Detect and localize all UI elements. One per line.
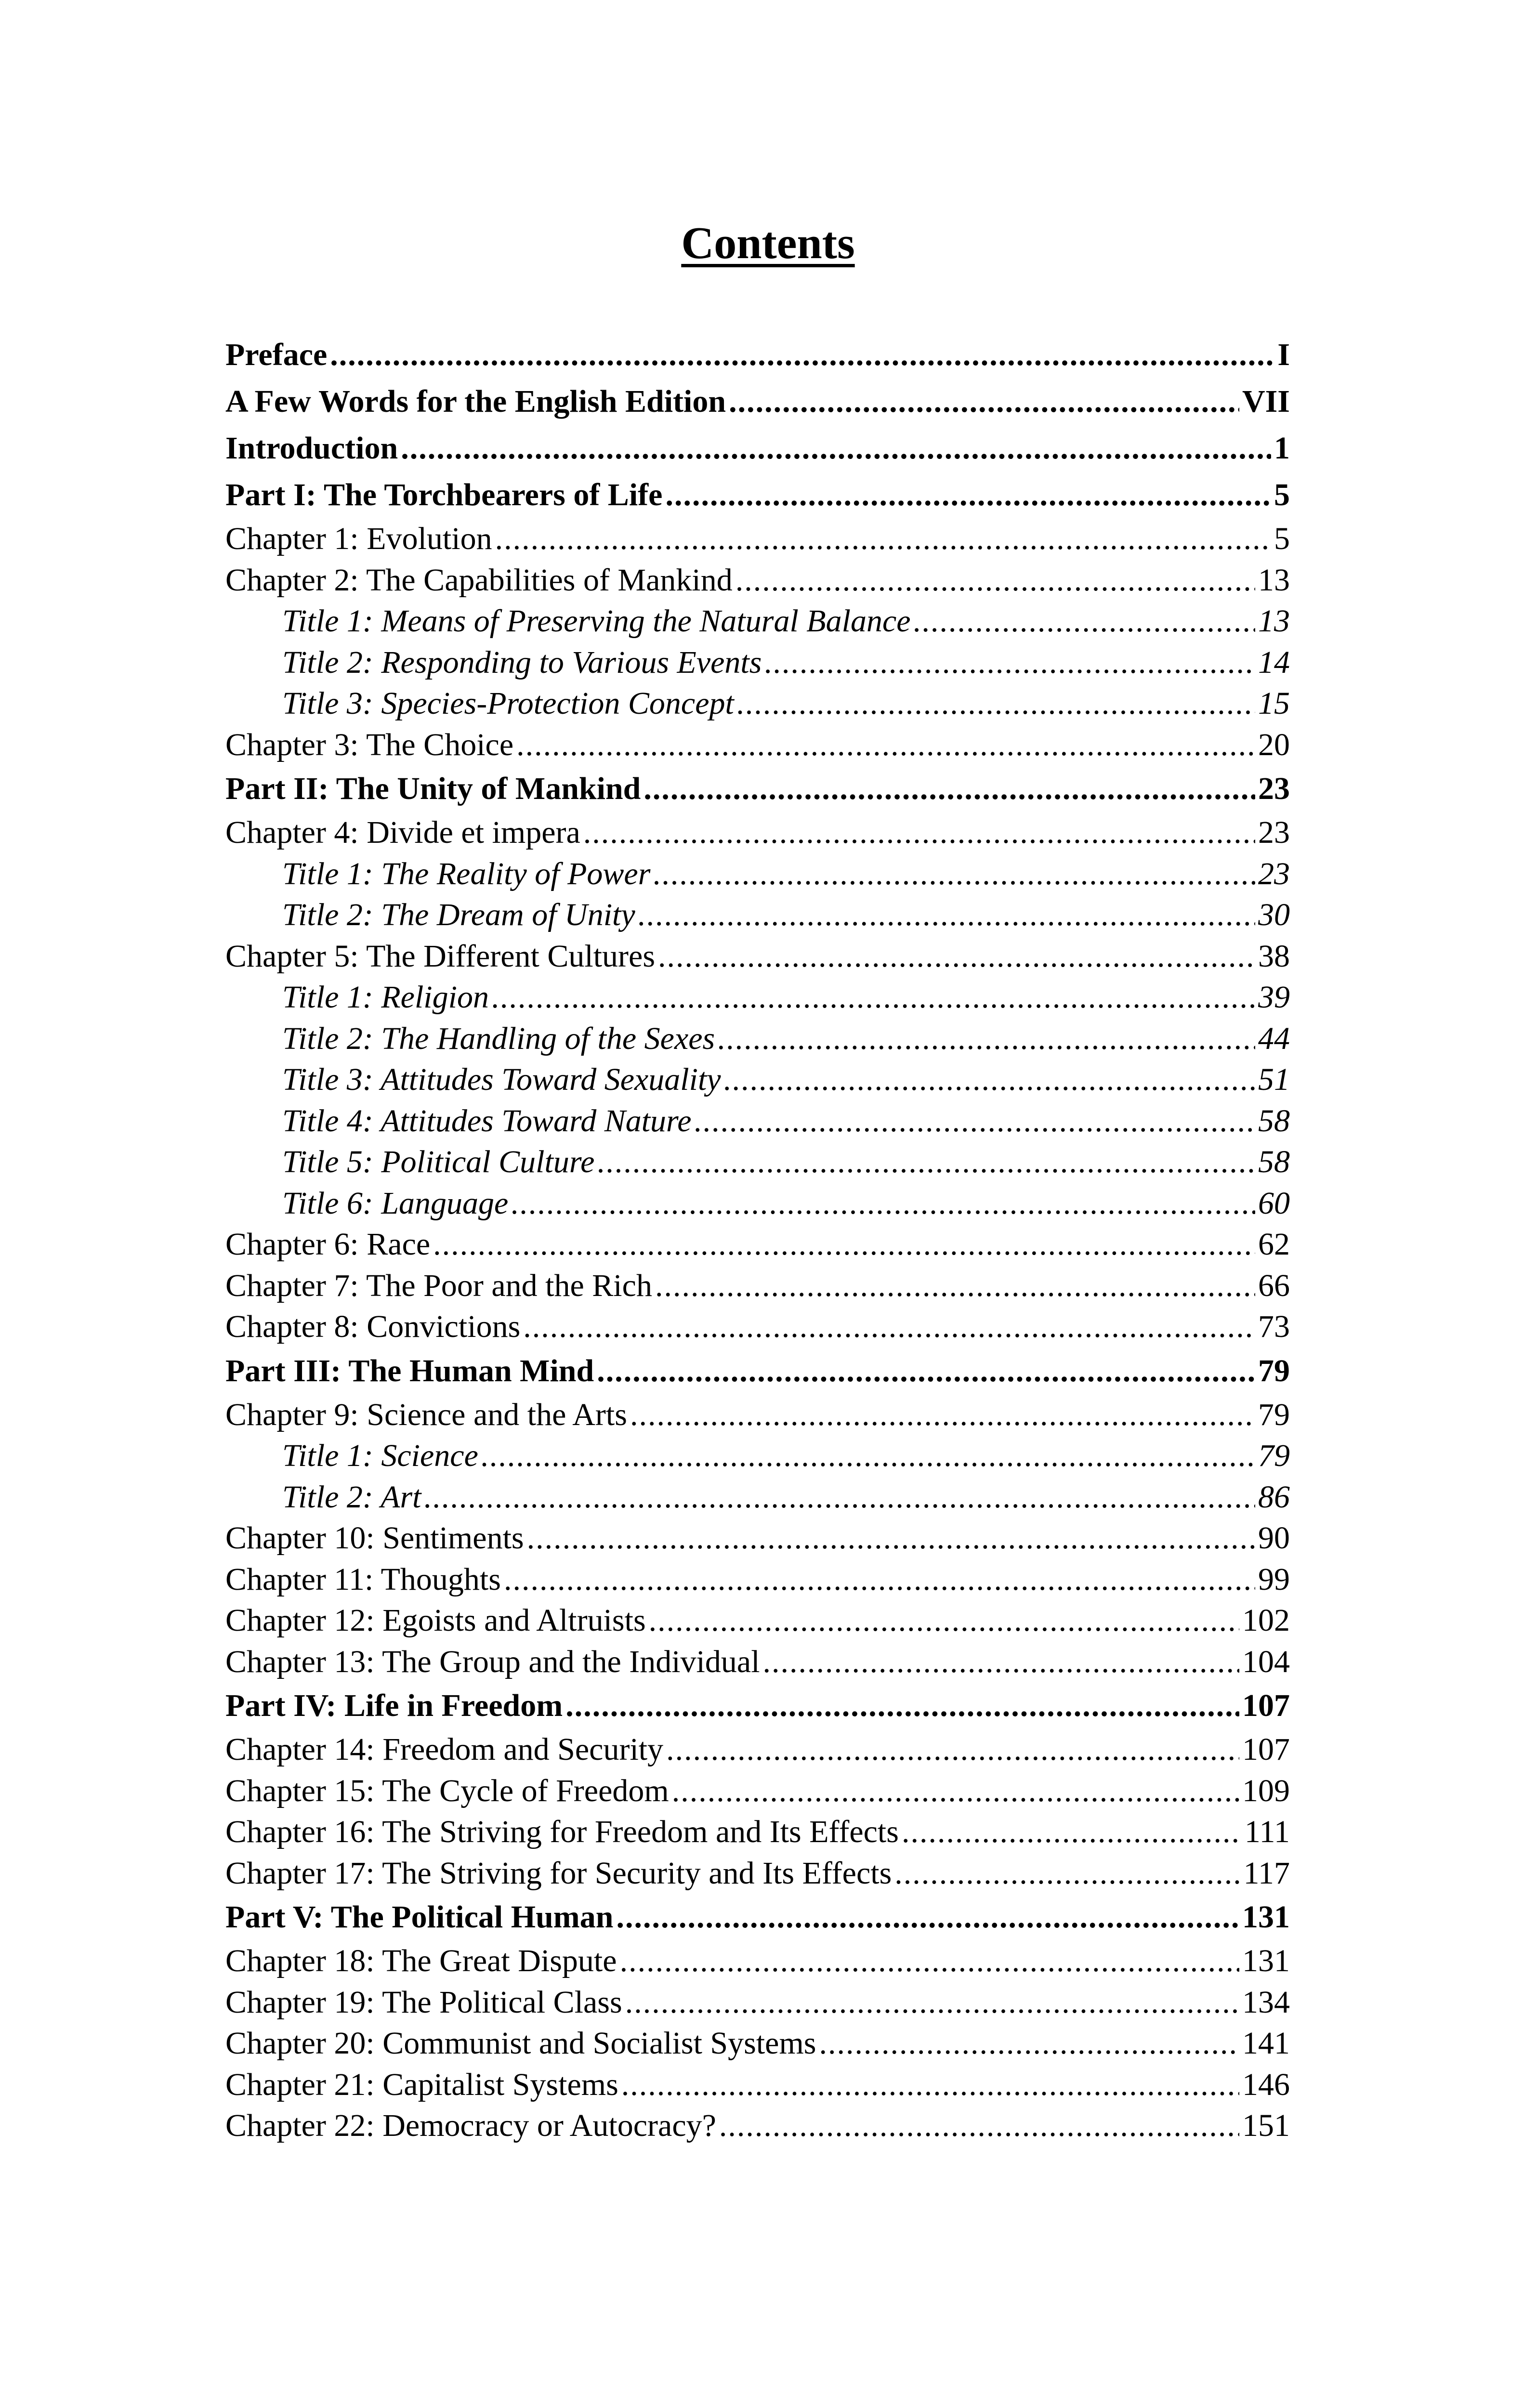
dot-leader xyxy=(630,1394,1255,1436)
toc-entry-label: Title 1: Science xyxy=(282,1438,478,1473)
toc-entry-page-number: 39 xyxy=(1258,980,1290,1015)
toc-entry-label: Title 2: The Handling of the Sexes xyxy=(282,1021,715,1056)
toc-entry[interactable] xyxy=(225,425,1290,471)
toc-entry[interactable] xyxy=(225,1940,1290,1982)
toc-entry[interactable] xyxy=(225,1811,1290,1853)
toc-entry[interactable] xyxy=(225,1141,1290,1183)
toc-entry-page-number: 131 xyxy=(1242,1899,1290,1935)
toc-entry-label: Title 5: Political Culture xyxy=(282,1144,595,1179)
dot-leader xyxy=(672,1770,1239,1812)
toc-entry-page-number: 107 xyxy=(1242,1688,1290,1723)
toc-entry[interactable] xyxy=(225,560,1290,601)
toc-entry[interactable] xyxy=(225,331,1290,378)
dot-leader xyxy=(424,1477,1256,1518)
toc-entry-page-number: 58 xyxy=(1258,1144,1290,1179)
toc-entry[interactable] xyxy=(225,2064,1290,2106)
dot-leader xyxy=(724,1059,1255,1100)
toc-entry-label: Chapter 16: The Striving for Freedom and Its Effects xyxy=(225,1814,899,1849)
toc-entry[interactable] xyxy=(225,977,1290,1018)
dot-leader xyxy=(737,683,1255,724)
dot-leader xyxy=(616,1894,1239,1940)
dot-leader xyxy=(523,1306,1255,1348)
dot-leader xyxy=(764,642,1255,683)
toc-entry[interactable] xyxy=(225,1518,1290,1559)
dot-leader xyxy=(655,1265,1255,1307)
toc-entry-page-number: 58 xyxy=(1258,1103,1290,1139)
toc-entry-label: Chapter 6: Race xyxy=(225,1227,431,1262)
toc-entry-label: Introduction xyxy=(225,431,398,466)
toc-entry-label: Part V: The Political Human xyxy=(225,1899,614,1935)
dot-leader xyxy=(597,1141,1255,1183)
toc-entry[interactable] xyxy=(225,1600,1290,1641)
toc-entry-page-number: 51 xyxy=(1258,1062,1290,1097)
toc-entry-label: Chapter 4: Divide et impera xyxy=(225,815,580,850)
dot-leader xyxy=(433,1224,1255,1265)
toc-entry[interactable] xyxy=(225,724,1290,766)
toc-entry[interactable] xyxy=(225,853,1290,895)
toc-entry[interactable] xyxy=(225,1729,1290,1770)
table-of-contents xyxy=(225,331,1290,2146)
toc-entry-page-number: 62 xyxy=(1258,1227,1290,1262)
dot-leader xyxy=(527,1518,1255,1559)
toc-entry[interactable] xyxy=(225,936,1290,977)
toc-entry-page-number: 44 xyxy=(1258,1021,1290,1056)
dot-leader xyxy=(763,1641,1239,1683)
dot-leader xyxy=(653,853,1255,895)
dot-leader xyxy=(481,1435,1255,1477)
toc-entry-label: Chapter 12: Egoists and Altruists xyxy=(225,1603,646,1638)
toc-entry-page-number: 146 xyxy=(1242,2067,1290,2102)
toc-entry[interactable] xyxy=(225,1348,1290,1394)
dot-leader xyxy=(511,1183,1255,1224)
toc-entry-label: Chapter 5: The Different Cultures xyxy=(225,938,655,974)
dot-leader xyxy=(620,1940,1239,1982)
toc-entry-page-number: 86 xyxy=(1258,1479,1290,1515)
dot-leader xyxy=(914,601,1255,642)
toc-entry-page-number: 141 xyxy=(1242,2026,1290,2061)
toc-entry-page-number: 13 xyxy=(1258,562,1290,598)
dot-leader xyxy=(516,724,1255,766)
dot-leader xyxy=(719,2105,1239,2146)
toc-entry-label: Chapter 20: Communist and Socialist Systems xyxy=(225,2026,816,2061)
toc-entry-label: Chapter 8: Convictions xyxy=(225,1309,521,1344)
toc-entry-page-number: 23 xyxy=(1258,856,1290,891)
dot-leader xyxy=(819,2023,1239,2064)
toc-entry[interactable] xyxy=(225,894,1290,936)
dot-leader xyxy=(495,518,1271,560)
toc-entry[interactable] xyxy=(225,2023,1290,2064)
toc-entry-label: Title 1: Religion xyxy=(282,980,489,1015)
page-title: Contents xyxy=(681,218,855,268)
toc-entry-label: Part III: The Human Mind xyxy=(225,1353,594,1388)
toc-entry-label: Chapter 13: The Group and the Individual xyxy=(225,1644,760,1679)
toc-entry-page-number: 14 xyxy=(1258,644,1290,680)
toc-entry-page-number: 90 xyxy=(1258,1520,1290,1556)
toc-entry[interactable] xyxy=(225,812,1290,853)
toc-entry-page-number: 66 xyxy=(1258,1268,1290,1303)
toc-entry-page-number: 131 xyxy=(1242,1943,1290,1978)
dot-leader xyxy=(649,1600,1239,1641)
dot-leader xyxy=(504,1559,1255,1600)
toc-entry-page-number: 5 xyxy=(1274,477,1290,512)
toc-entry-label: Part I: The Torchbearers of Life xyxy=(225,477,663,512)
dot-leader xyxy=(718,1018,1255,1060)
dot-leader xyxy=(565,1682,1239,1729)
toc-entry-page-number: 15 xyxy=(1258,686,1290,721)
toc-entry[interactable] xyxy=(225,1100,1290,1142)
toc-entry-page-number: 134 xyxy=(1242,1984,1290,2020)
toc-entry-label: Title 2: The Dream of Unity xyxy=(282,897,635,932)
toc-entry[interactable] xyxy=(225,1183,1290,1224)
toc-entry-page-number: 1 xyxy=(1274,431,1290,466)
toc-entry-page-number: 79 xyxy=(1258,1397,1290,1432)
toc-entry-page-number: 60 xyxy=(1258,1185,1290,1221)
dot-leader xyxy=(894,1853,1240,1894)
toc-entry-label: Title 2: Art xyxy=(282,1479,421,1515)
toc-entry[interactable] xyxy=(225,378,1290,425)
toc-entry-label: Title 3: Attitudes Toward Sexuality xyxy=(282,1062,721,1097)
toc-entry-page-number: 38 xyxy=(1258,938,1290,974)
toc-entry-page-number: 151 xyxy=(1242,2108,1290,2143)
toc-entry[interactable] xyxy=(225,1894,1290,1940)
toc-entry-label: Chapter 7: The Poor and the Rich xyxy=(225,1268,652,1303)
toc-entry[interactable] xyxy=(225,601,1290,642)
toc-entry-page-number: 13 xyxy=(1258,603,1290,639)
toc-entry-page-number: 79 xyxy=(1258,1438,1290,1473)
dot-leader xyxy=(695,1100,1255,1142)
toc-entry-label: Chapter 2: The Capabilities of Mankind xyxy=(225,562,733,598)
toc-entry[interactable] xyxy=(225,1435,1290,1477)
toc-entry[interactable] xyxy=(225,1641,1290,1683)
toc-entry-label: A Few Words for the English Edition xyxy=(225,384,726,419)
toc-entry-label: Chapter 14: Freedom and Security xyxy=(225,1732,664,1767)
dot-leader xyxy=(729,378,1239,425)
dot-leader xyxy=(638,894,1255,936)
toc-entry-page-number: 111 xyxy=(1244,1814,1290,1849)
toc-entry-label: Chapter 18: The Great Dispute xyxy=(225,1943,617,1978)
toc-entry[interactable] xyxy=(225,1394,1290,1436)
toc-entry-label: Chapter 10: Sentiments xyxy=(225,1520,524,1556)
dot-leader xyxy=(902,1811,1242,1853)
toc-entry-label: Chapter 17: The Striving for Security and Its Effects xyxy=(225,1855,892,1891)
dot-leader xyxy=(658,936,1255,977)
toc-entry-page-number: 20 xyxy=(1258,727,1290,762)
toc-entry-page-number: 23 xyxy=(1258,771,1290,806)
toc-entry-label: Title 6: Language xyxy=(282,1185,509,1221)
toc-entry[interactable] xyxy=(225,1559,1290,1600)
toc-entry-label: Chapter 3: The Choice xyxy=(225,727,514,762)
toc-entry[interactable] xyxy=(225,765,1290,812)
toc-entry-label: Chapter 9: Science and the Arts xyxy=(225,1397,627,1432)
toc-entry[interactable] xyxy=(225,1265,1290,1307)
toc-entry[interactable] xyxy=(225,642,1290,683)
toc-entry[interactable] xyxy=(225,1018,1290,1060)
toc-entry[interactable] xyxy=(225,683,1290,724)
dot-leader xyxy=(330,331,1274,378)
toc-entry[interactable] xyxy=(225,1059,1290,1100)
toc-entry[interactable] xyxy=(225,1853,1290,1894)
toc-entry-page-number: 23 xyxy=(1258,815,1290,850)
toc-entry-label: Title 4: Attitudes Toward Nature xyxy=(282,1103,692,1139)
toc-entry-label: Title 2: Responding to Various Events xyxy=(282,644,762,680)
toc-entry-label: Title 1: Means of Preserving the Natural Balance xyxy=(282,603,911,639)
toc-entry-page-number: 104 xyxy=(1242,1644,1290,1679)
dot-leader xyxy=(666,1729,1239,1770)
toc-entry-page-number: 102 xyxy=(1242,1603,1290,1638)
toc-entry-label: Chapter 21: Capitalist Systems xyxy=(225,2067,618,2102)
dot-leader xyxy=(735,560,1255,601)
dot-leader xyxy=(621,2064,1239,2106)
toc-entry[interactable] xyxy=(225,1224,1290,1265)
toc-entry-label: Preface xyxy=(225,337,328,372)
toc-entry-label: Chapter 1: Evolution xyxy=(225,521,492,556)
dot-leader xyxy=(401,425,1271,471)
toc-entry-label: Part IV: Life in Freedom xyxy=(225,1688,563,1723)
toc-entry-page-number: 99 xyxy=(1258,1561,1290,1597)
toc-entry-label: Part II: The Unity of Mankind xyxy=(225,771,641,806)
toc-entry[interactable] xyxy=(225,1682,1290,1729)
toc-entry-page-number: 73 xyxy=(1258,1309,1290,1344)
toc-entry-label: Chapter 19: The Political Class xyxy=(225,1984,622,2020)
toc-entry[interactable] xyxy=(225,471,1290,518)
toc-entry-page-number: VII xyxy=(1242,384,1290,419)
toc-entry-page-number: 117 xyxy=(1243,1855,1290,1891)
toc-entry-label: Title 3: Species-Protection Concept xyxy=(282,686,734,721)
toc-entry-page-number: I xyxy=(1277,337,1290,372)
toc-entry-label: Title 1: The Reality of Power xyxy=(282,856,651,891)
dot-leader xyxy=(583,812,1255,853)
toc-entry-page-number: 5 xyxy=(1274,521,1290,556)
toc-entry-label: Chapter 15: The Cycle of Freedom xyxy=(225,1773,669,1808)
toc-entry-page-number: 30 xyxy=(1258,897,1290,932)
dot-leader xyxy=(492,977,1255,1018)
toc-entry-page-number: 107 xyxy=(1242,1732,1290,1767)
toc-entry[interactable] xyxy=(225,1982,1290,2023)
dot-leader xyxy=(625,1982,1239,2023)
toc-entry[interactable] xyxy=(225,518,1290,560)
toc-entry-label: Chapter 11: Thoughts xyxy=(225,1561,501,1597)
dot-leader xyxy=(597,1348,1255,1394)
toc-entry-label: Chapter 22: Democracy or Autocracy? xyxy=(225,2108,716,2143)
dot-leader xyxy=(643,765,1255,812)
toc-entry[interactable] xyxy=(225,1770,1290,1812)
toc-entry[interactable] xyxy=(225,1477,1290,1518)
toc-entry[interactable] xyxy=(225,2105,1290,2146)
toc-entry-page-number: 109 xyxy=(1242,1773,1290,1808)
toc-entry-page-number: 79 xyxy=(1258,1353,1290,1388)
dot-leader xyxy=(665,471,1271,518)
toc-entry[interactable] xyxy=(225,1306,1290,1348)
